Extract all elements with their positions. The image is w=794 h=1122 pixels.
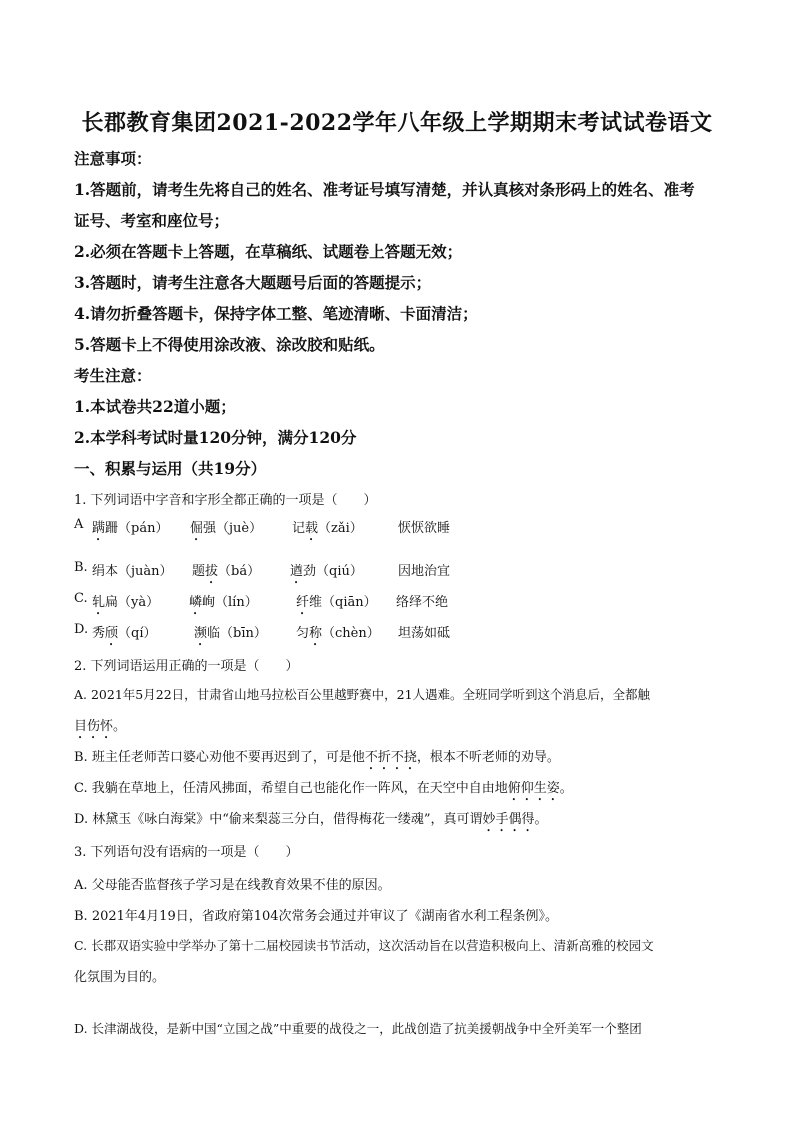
section-heading: 一、积累与运用（共19分）: [74, 459, 267, 478]
question-2-option-a-cont: 目伤怀。: [74, 719, 127, 734]
question-2-stem: 2. 下列词语运用正确的一项是（ ）: [74, 659, 299, 674]
option-word: 遒劲（qiú）: [290, 564, 363, 579]
option-word: 濒临（bīn）: [194, 626, 267, 641]
notice-item: 3.答题时，请考生注意各大题题号后面的答题提示；: [74, 273, 432, 292]
candidate-item: 2.本学科考试时量120分钟，满分120分: [74, 428, 357, 447]
option-word: 匀称（chèn）: [296, 626, 380, 641]
question-2-option-a: A. 2021年5月22日，甘肃省山地马拉松百公里越野赛中，21人遇难。全班同学听到这个消息后，全都触: [74, 687, 651, 702]
option-label: A: [74, 517, 84, 532]
notice-item: 5.答题卡上不得使用涂改液、涂改胶和贴纸。: [74, 335, 385, 354]
option-word: 倔强（juè）: [190, 521, 263, 536]
question-3-stem: 3. 下列语句没有语病的一项是（ ）: [74, 845, 299, 860]
option-word: 轧扁（yà）: [92, 595, 160, 610]
page-title: 长郡教育集团2021-2022学年八年级上学期期末考试试卷语文: [81, 110, 713, 136]
option-label: D.: [74, 622, 89, 637]
question-2-option-b: B. 班主任老师苦口婆心劝他不要再迟到了，可是他不折不挠，根本不听老师的劝导。: [74, 750, 560, 765]
option-word: 蹒跚（pán）: [92, 521, 169, 536]
option-word: 嶙峋（lín）: [189, 595, 258, 610]
option-word: 题拔（bá）: [192, 564, 261, 579]
option-label: B.: [74, 560, 88, 575]
option-word: 记载（zǎi）: [292, 521, 363, 536]
notice-item: 4.请勿折叠答题卡，保持字体工整、笔迹清晰、卡面清洁；: [74, 304, 478, 323]
option-word: 秀颀（qí）: [92, 626, 157, 641]
question-3-option-c-cont: 化氛围为目的。: [74, 970, 166, 985]
question-3-option-c: C. 长郡双语实验中学举办了第十二届校园读书节活动，这次活动旨在以营造积极向上、清新高雅的校园文: [74, 938, 654, 953]
question-3-option-b: B. 2021年4月19日，省政府第104次常务会通过并审议了《湖南省水利工程条例》。: [74, 909, 559, 924]
option-word: 绢本（juàn）: [92, 564, 173, 579]
candidate-heading: 考生注意：: [74, 366, 152, 385]
question-2-option-c: C. 我躺在草地上，任清风拂面，希望自己也能化作一阵风，在天空中自由地俯仰生姿。: [74, 781, 573, 796]
question-3-option-a: A. 父母能否监督孩子学习是在线教育效果不佳的原因。: [74, 878, 391, 893]
question-1-stem: 1. 下列词语中字音和字形全都正确的一项是（ ）: [74, 493, 377, 508]
option-word: 坦荡如砥: [398, 626, 451, 641]
option-word: 纤维（qiān）: [296, 595, 377, 610]
option-word: 络绎不绝: [396, 595, 449, 610]
notice-item: 1.答题前，请考生先将自己的姓名、准考证号填写清楚，并认真核对条形码上的姓名、准考: [74, 180, 695, 199]
question-3-option-d: D. 长津湖战役，是新中国“立国之战”中重要的战役之一，此战创造了抗美援朝战争中全歼美军一个整团: [74, 1021, 642, 1036]
notice-item: 证号、考室和座位号；: [74, 211, 230, 230]
question-2-option-d: D. 林黛玉《咏白海棠》中“偷来梨蕊三分白，借得梅花一缕魂”，真可谓妙手偶得。: [74, 812, 548, 827]
option-word: 因地治宜: [398, 564, 451, 579]
candidate-item: 1.本试卷共22道小题；: [74, 397, 236, 416]
notice-heading: 注意事项：: [74, 149, 152, 168]
option-label: C.: [74, 591, 88, 606]
notice-item: 2.必须在答题卡上答题，在草稿纸、试题卷上答题无效；: [74, 242, 463, 261]
option-word: 恹恹欲睡: [398, 521, 451, 536]
